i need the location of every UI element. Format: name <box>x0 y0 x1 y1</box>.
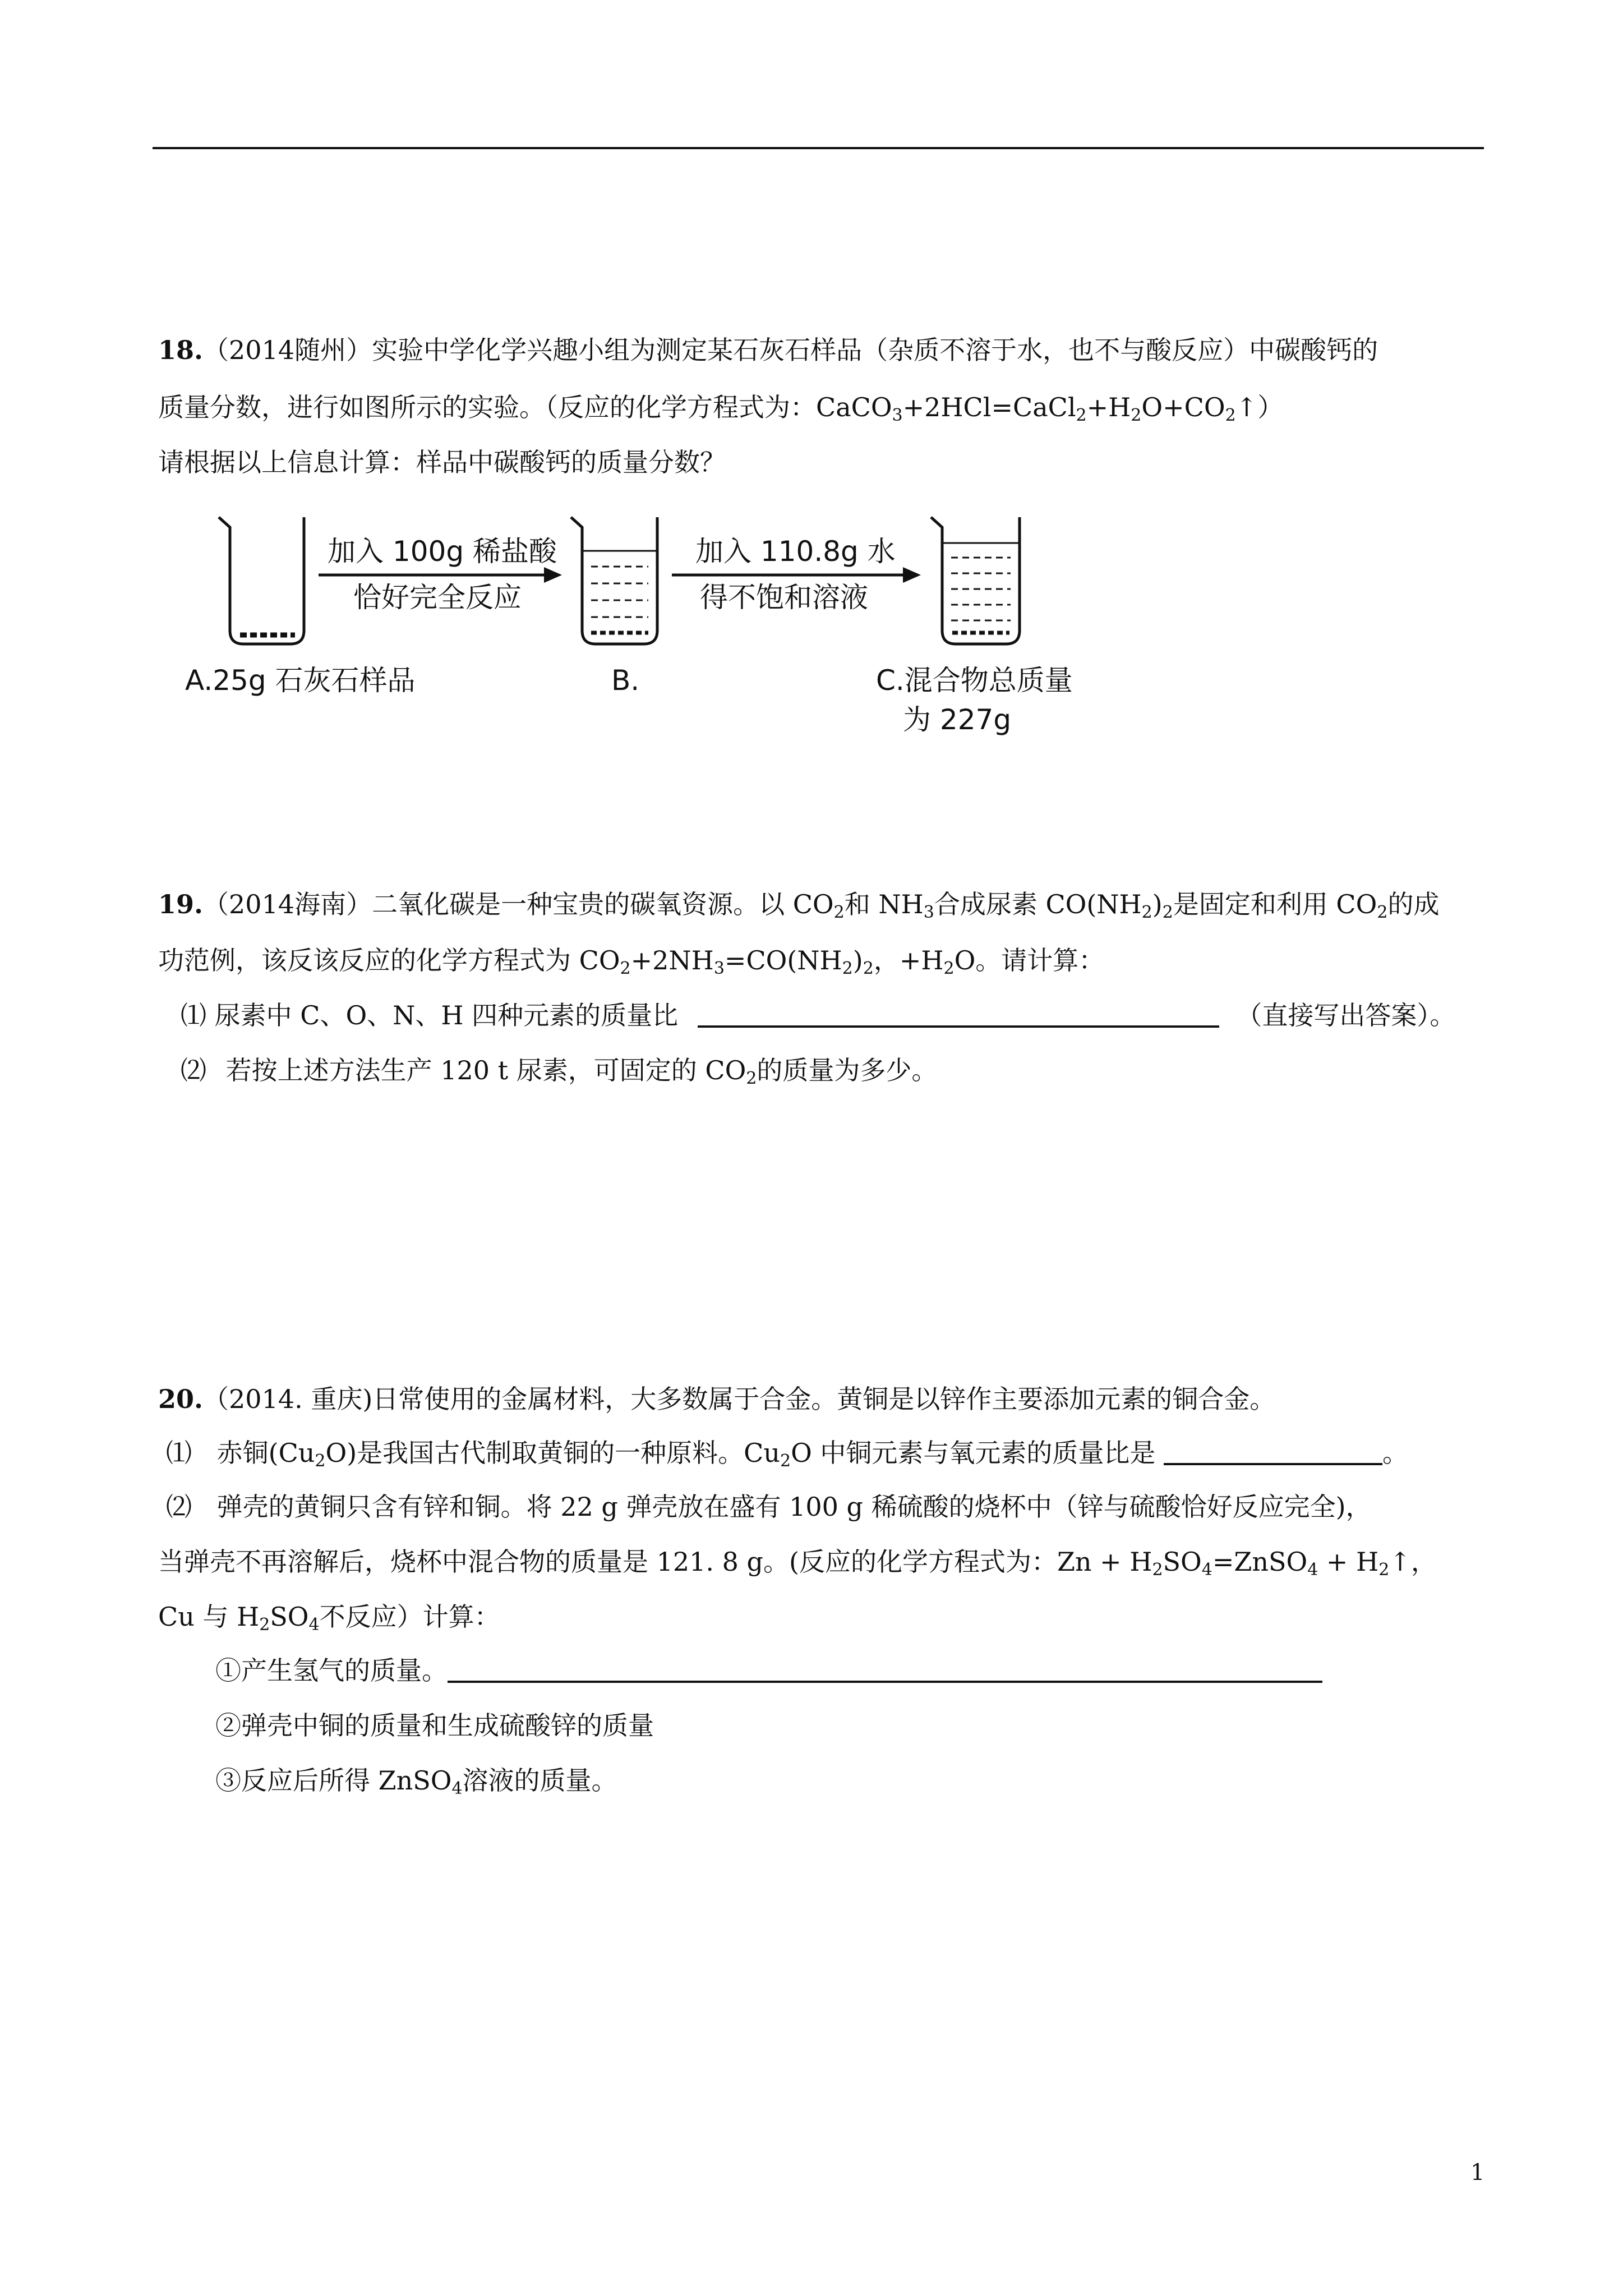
q20-answer-blank-1[interactable] <box>1164 1441 1382 1465</box>
q20-line-4: Cu 与 $H_2SO_4$不反应）计算： <box>158 1602 500 1635</box>
q19-answer-blank-1[interactable] <box>698 1003 1219 1028</box>
q19-line-2: 功范例，该反该反应的化学方程式为 $CO_2+2NH_3=CO(NH_2)_2$，$+H_2O$。请计算： <box>158 945 1105 978</box>
label-b: B. <box>611 664 640 697</box>
q18-line-1 <box>158 332 1378 368</box>
header-rule <box>153 147 1484 149</box>
q19-line-1: 19.（2014海南）二氧化碳是一种宝贵的碳氧资源。以 $CO_2$和 $NH_3$合成尿素 $CO(NH_2)_2$是固定和利用 $CO_2$的成 <box>158 889 1440 922</box>
label-c-line-1: C.混合物总质量 <box>876 664 1073 697</box>
q20-sub-2: ⑵ 弹壳的黄铜只含有锌和铜。将 22 g 弹壳放在盛有 100 g 稀硫酸的烧杯中（锌与硫酸恰好反应完全)， <box>166 1492 1372 1522</box>
q18-number: 18. <box>158 335 204 365</box>
q19-number: 19. <box>158 889 204 919</box>
label-a: A.25g 石灰石样品 <box>185 664 416 697</box>
q18-line-3: 请根据以上信息计算：样品中碳酸钙的质量分数？ <box>158 447 726 477</box>
beaker-b <box>571 517 657 644</box>
label-c-line-2: 为 227g <box>903 703 1012 736</box>
q20-answer-blank-2[interactable] <box>448 1658 1322 1683</box>
q19-sub-1: ⑴ 尿素中 C、O、N、H 四种元素的质量比 （直接写出答案）。 <box>181 1000 1456 1030</box>
svg-text:加入 100g 稀盐酸: 加入 100g 稀盐酸 <box>328 535 557 568</box>
q18-intro: （2014随州）实验中学化学兴趣小组为测定某石灰石样品（杂质不溶于水，也不与酸反应）中碳酸钙的 <box>203 335 1378 365</box>
q20-item-2: ②弹壳中铜的质量和生成硫酸锌的质量 <box>215 1710 654 1741</box>
q18-experiment-diagram <box>185 505 1150 752</box>
q20-sub-1: ⑴ 赤铜$(Cu_2O)$是我国古代制取黄铜的一种原料。$Cu_2O$ 中铜元素与氧元素的质量比是 。 <box>166 1438 1409 1471</box>
q20-line-3: 当弹壳不再溶解后，烧杯中混合物的质量是 121. 8 g。(反应的化学方程式为：$Zn + H_2SO_4=ZnSO_4$ + $H_2↑$， <box>158 1547 1437 1580</box>
q20-item-1: ①产生氢气的质量。 <box>215 1653 1322 1688</box>
q18-line-2: 质量分数，进行如图所示的实验。（反应的化学方程式为：$CaCO_3+2HCl=CaCl_2+H_2O+CO_2↑$） <box>158 392 1284 425</box>
beaker-a <box>219 517 304 644</box>
q20-number: 20. <box>158 1384 204 1414</box>
page-number: 1 <box>1470 2160 1485 2185</box>
svg-text:得不饱和溶液: 得不饱和溶液 <box>700 581 868 614</box>
svg-text:加入 110.8g 水: 加入 110.8g 水 <box>695 535 896 568</box>
arrow-1 <box>319 535 562 614</box>
svg-text:恰好完全反应: 恰好完全反应 <box>353 581 522 614</box>
q20-line-1: 20.（2014. 重庆)日常使用的金属材料，大多数属于合金。黄铜是以锌作主要添加元素的铜合金。 <box>158 1384 1276 1414</box>
arrow-2 <box>672 535 921 614</box>
q19-sub-2: ⑵ 若按上述方法生产 120 t 尿素，可固定的 $CO_2$的质量为多少。 <box>181 1055 938 1088</box>
beaker-c <box>931 517 1020 644</box>
q20-item-3: ③反应后所得 ZnSO$_4$溶液的质量。 <box>215 1765 617 1798</box>
